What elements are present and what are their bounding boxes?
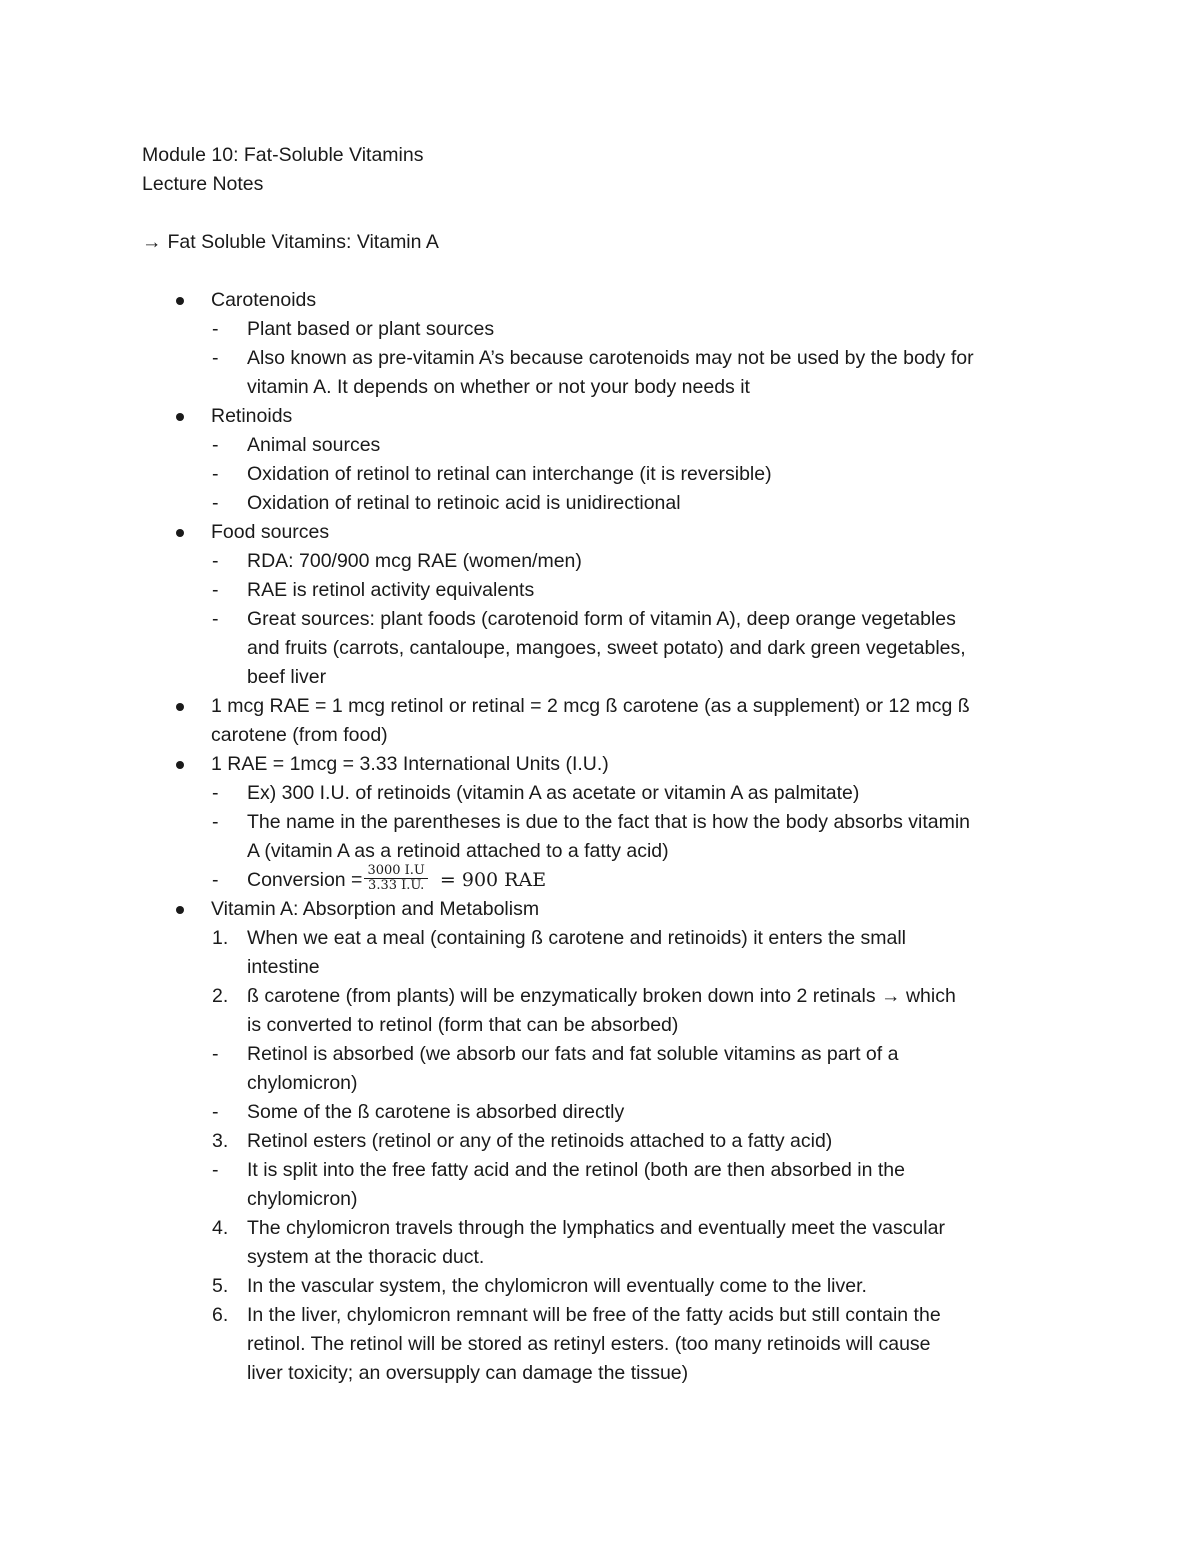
spacer [142,257,1102,286]
numbered-item [142,1127,1102,1156]
dash-marker: - [212,463,219,485]
sub-list-item-text: vitamin A. It depends on whether or not your body needs it [247,376,750,398]
list-item [142,402,1102,431]
item-number: 4. [212,1217,229,1239]
numbered-item-text: is converted to retinol (form that can be absorbed) [247,1014,679,1036]
list-item [142,518,1102,547]
sub-list-item [142,547,1102,576]
list-item-text: Carotenoids [211,289,317,311]
bullet-icon [176,906,184,914]
dash-marker: - [212,434,219,456]
section-heading-text: Fat Soluble Vitamins: Vitamin A [167,231,439,253]
dash-marker: - [212,318,219,340]
conversion-fraction [364,864,427,893]
numbered-item-text: Retinol esters (retinol or any of the retinoids attached to a fatty acid) [247,1130,833,1152]
item-number: 6. [212,1304,229,1326]
conversion-label: Conversion = [247,869,363,891]
dash-marker: - [212,550,219,572]
conversion-equation [247,863,1102,895]
sub-list-item-text: It is split into the free fatty acid and the retinol (both are then absorbed in the [247,1159,905,1181]
numbered-item [142,1214,1102,1272]
list-item [142,692,1102,750]
numbered-item-text: system at the thoracic duct. [247,1246,485,1268]
sub-list-item-text: chylomicron) [247,1072,358,1094]
sub-list-item-text: A (vitamin A as a retinoid attached to a fatty acid) [247,840,669,862]
sub-list-item-text: Oxidation of retinol to retinal can interchange (it is reversible) [247,463,772,485]
sub-list-item-text: beef liver [247,666,327,688]
fraction-numerator: 3000 I.U [364,864,427,879]
sub-list-item-text: RDA: 700/900 mcg RAE (women/men) [247,550,582,572]
dash-marker: - [212,1159,219,1181]
bullet-icon [176,529,184,537]
item-number: 5. [212,1275,229,1297]
document-title: Module 10: Fat-Soluble Vitamins [142,144,424,166]
sub-list-item [142,1156,1102,1214]
numbered-item-text: retinol. The retinol will be stored as retinyl esters. (too many retinoids will cause [247,1333,931,1355]
item-number: 1. [212,927,229,949]
dash-marker: - [212,347,219,369]
sub-list-item [142,863,1102,895]
list-item-text: carotene (from food) [211,724,388,746]
sub-list-item [142,1040,1102,1098]
sub-list-item-text: Retinol is absorbed (we absorb our fats and fat soluble vitamins as part of a [247,1043,899,1065]
sub-list-item-text: Some of the ß carotene is absorbed directly [247,1101,625,1123]
list-item [142,286,1102,315]
sub-list-item [142,315,1102,344]
conversion-result: = 900 RAE [439,869,547,891]
sub-list-item [142,489,1102,518]
sub-list-item [142,605,1102,692]
arrow-right-icon: → [142,231,162,253]
section-heading [142,228,1102,257]
document-subtitle: Lecture Notes [142,173,264,195]
dash-marker: - [212,869,219,891]
list-item-text: Retinoids [211,405,293,427]
numbered-item [142,982,1102,1040]
document-page [142,141,1102,1388]
dash-marker: - [212,1043,219,1065]
list-item-text: Vitamin A: Absorption and Metabolism [211,898,540,920]
sub-list-item-text: Animal sources [247,434,381,456]
fraction-denominator: 3.33 I.U. [368,878,425,894]
bullet-icon [176,761,184,769]
bullet-icon [176,297,184,305]
sub-list-item-text: Great sources: plant foods (carotenoid form of vitamin A), deep orange vegetables [247,608,956,630]
numbered-item-text: The chylomicron travels through the lymphatics and eventually meet the vascular [247,1217,946,1239]
numbered-item [142,1301,1102,1388]
item-number: 2. [212,985,229,1007]
spacer [142,199,1102,228]
sub-list-item [142,1098,1102,1127]
sub-list-item [142,808,1102,866]
dash-marker: - [212,608,219,630]
numbered-item-text: In the vascular system, the chylomicron will eventually come to the liver. [247,1275,867,1297]
numbered-item-text: ß carotene (from plants) will be enzymatically broken down into 2 retinals → which [247,985,956,1007]
dash-marker: - [212,1101,219,1123]
sub-list-item-text: Plant based or plant sources [247,318,495,340]
list-item-text: Food sources [211,521,330,543]
sub-list-item-text: Also known as pre-vitamin A’s because carotenoids may not be used by the body for [247,347,974,369]
bullet-icon [176,413,184,421]
sub-list-item-text: Ex) 300 I.U. of retinoids (vitamin A as acetate or vitamin A as palmitate) [247,782,860,804]
list-item-text: 1 RAE = 1mcg = 3.33 International Units (I.U.) [211,753,609,775]
sub-list-item [142,460,1102,489]
list-item [142,895,1102,924]
sub-list-item-text: The name in the parentheses is due to the fact that is how the body absorbs vitamin [247,811,971,833]
dash-marker: - [212,782,219,804]
dash-marker: - [212,492,219,514]
sub-list-item [142,779,1102,808]
numbered-item [142,924,1102,982]
list-item [142,750,1102,779]
bullet-icon [176,703,184,711]
item-number: 3. [212,1130,229,1152]
sub-list-item [142,576,1102,605]
dash-marker: - [212,579,219,601]
numbered-item-text: In the liver, chylomicron remnant will be free of the fatty acids but still contain the [247,1304,941,1326]
sub-list-item-text: chylomicron) [247,1188,358,1210]
sub-list-item-text: RAE is retinol activity equivalents [247,579,535,601]
dash-marker: - [212,811,219,833]
sub-list-item-text: Oxidation of retinal to retinoic acid is unidirectional [247,492,681,514]
numbered-item [142,1272,1102,1301]
sub-list-item-text: and fruits (carrots, cantaloupe, mangoes, sweet potato) and dark green vegetables, [247,637,966,659]
list-item-text: 1 mcg RAE = 1 mcg retinol or retinal = 2 mcg ß carotene (as a supplement) or 12 mcg ß [211,695,970,717]
numbered-item-text: liver toxicity; an oversupply can damage the tissue) [247,1362,689,1384]
numbered-item-text: When we eat a meal (containing ß carotene and retinoids) it enters the small [247,927,907,949]
sub-list-item [142,431,1102,460]
numbered-item-text: intestine [247,956,320,978]
sub-list-item [142,344,1102,402]
